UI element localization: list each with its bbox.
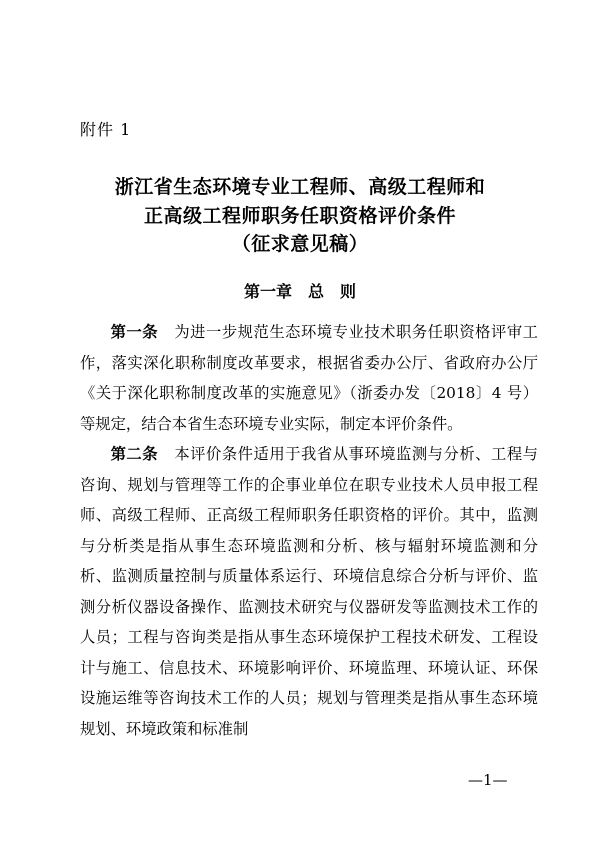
article-label: 第二条 bbox=[110, 445, 159, 463]
article-text: 为进一步规范生态环境专业技术职务任职资格评审工作，落实深化职称制度改革要求，根据省委办公厅、省政府办公厅《关于深化职称制度改革的实施意见》（浙委办发〔2018〕4 号）等规定，结合本省生态环境专业实际，制定本评价条件。 bbox=[80, 323, 538, 433]
article-label: 第一条 bbox=[110, 323, 159, 341]
article-paragraph bbox=[80, 317, 538, 439]
article-paragraph bbox=[80, 439, 538, 744]
document-title-line-1: 浙江省生态环境专业工程师、高级工程师和 bbox=[114, 176, 486, 198]
attachment-label: 附件 1 bbox=[80, 120, 132, 139]
page-number: —1— bbox=[468, 771, 508, 789]
article-text: 本评价条件适用于我省从事环境监测与分析、工程与咨询、规划与管理等工作的企事业单位在职专业技术人员申报工程师、高级工程师、正高级工程师职务任职资格的评价。其中，监测与分析类是指从事生态环境监测和分析、核与辐射环境监测和分析、监测质量控制与质量体系运行、环境信息综合分析与评价、监测分析仪器设备操作、监测技术研究与仪器研发等监测技术工作的人员；工程与咨询类是指从事生态环境保护工程技术研发、工程设计与施工、信息技术、环境影响评价、环境监理、环境认证、环保设施运维等咨询技术工作的人员；规划与管理类是指从事生态环境规划、环境政策和标准制 bbox=[80, 445, 538, 738]
document-title-line-2: 正高级工程师职务任职资格评价条件 bbox=[143, 205, 456, 227]
document-body bbox=[80, 317, 538, 744]
chapter-heading: 第一章 总 则 bbox=[243, 282, 356, 301]
document-title-line-3: （征求意见稿） bbox=[231, 233, 369, 255]
